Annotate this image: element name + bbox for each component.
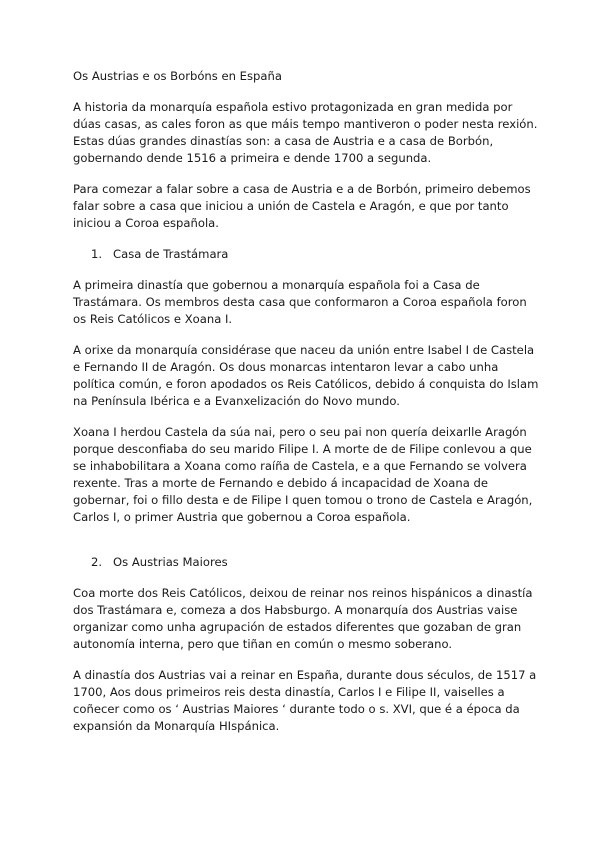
document-page — [73, 68, 543, 749]
trastamara-paragraph-2: A orixe da monarquía considérase que naceu da unión entre Isabel I de Castela e Fernando II de Aragón. Os dous monarcas intentaron levar a cabo unha política común, e foron apodados os Reis Católicos, debido á conquista do Islam na Península Ibérica e a Evanxelización do Novo mundo. — [73, 343, 539, 408]
trastamara-paragraph-3: Xoana I herdou Castela da súa nai, pero o seu pai non quería deixarlle Aragón porque desconfiaba do seu marido Filipe I. A morte de de Filipe conlevou a que se inhabobilitara a Xoana como raíña de Castela, e a que Fernando se volvera rexente. Tras a morte de Fernando e debido á incapacidad de Xoana de gobernar, foi o fillo desta e de Filipe I quen tomou o trono de Castela e Aragón, Carlos I, o primer Austria que gobernou a Coroa española. — [73, 425, 533, 524]
austrias-paragraph-1: Coa morte dos Reis Católicos, deixou de reinar nos reinos hispánicos a dinastía dos Trastámara e, comeza a dos Habsburgo. A monarquía dos Austrias vaise organizar como unha agrupación de estados diferentes que gozaban de gran autonomía interna, pero que tiñan en común o mesmo soberano. — [73, 586, 533, 651]
section-number: 1. — [91, 247, 103, 261]
austrias-paragraph-2: A dinastía dos Austrias vai a reinar en España, durante dous séculos, de 1517 a 1700, Aos dous primeiros reis desta dinastía, Carlos I e Filipe II, vaiselles a coñecer como os ‘ Austrias Maiores ‘ durante todo o s. XVI, que é a época da expansión da Monarquía HIspánica. — [73, 668, 537, 733]
section-title: Casa de Trastámara — [113, 247, 229, 261]
section-spacer — [73, 540, 543, 554]
intro-paragraph-1: A historia da monarquía española estivo protagonizada en gran medida por dúas casas, as cales foron as que máis tempo mantiveron o poder nesta rexión. Estas dúas grandes dinastías son: a casa de Austria e a casa de Borbón, gobernando dende 1516 a primeira e dende 1700 a segunda. — [73, 100, 538, 165]
document-title: Os Austrias e os Borbóns en España — [73, 69, 282, 83]
section-heading-austrias-maiores — [73, 554, 543, 571]
section-heading-trastamara — [73, 246, 543, 263]
section-number: 2. — [91, 555, 103, 569]
trastamara-paragraph-1: A primeira dinastía que gobernou a monarquía española foi a Casa de Trastámara. Os membros desta casa que conformaron a Coroa española foron os Reis Católicos e Xoana I. — [73, 278, 527, 326]
intro-paragraph-2: Para comezar a falar sobre a casa de Austria e a de Borbón, primeiro debemos falar sobre a casa que iniciou a unión de Castela e Aragón, e que por tanto iniciou a Coroa española. — [73, 182, 531, 230]
section-title: Os Austrias Maiores — [113, 555, 228, 569]
